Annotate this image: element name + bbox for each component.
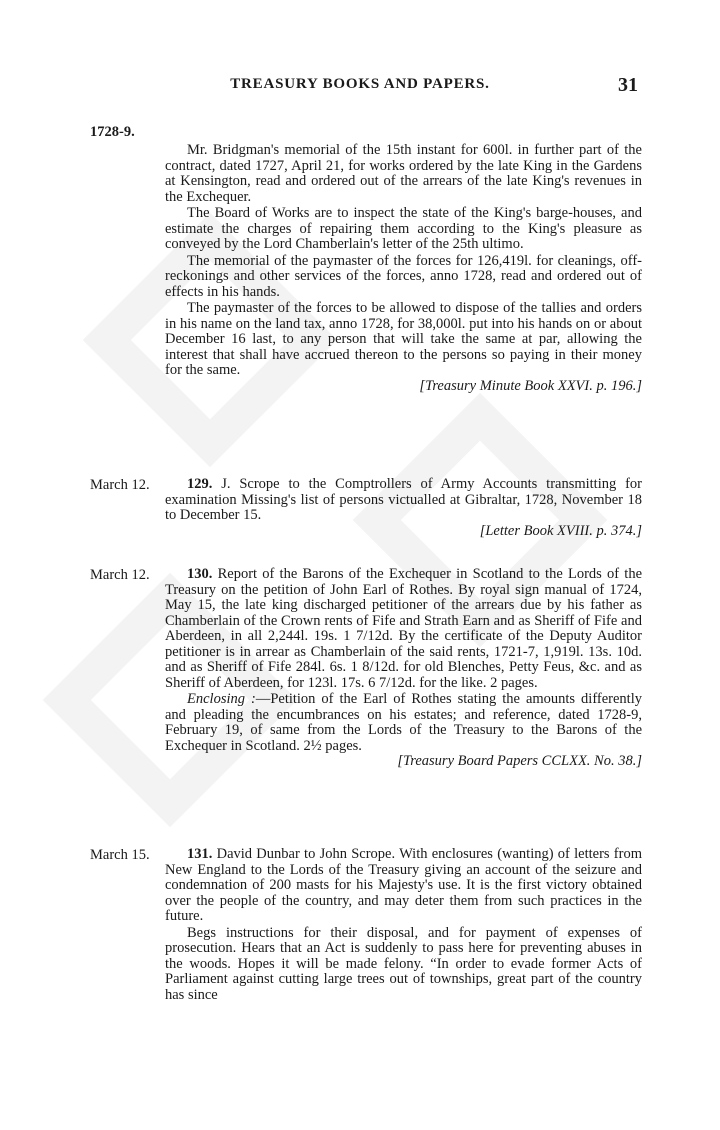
paragraph: The Board of Works are to inspect the state of the King's barge-houses, and estimate the charges of repairing them according to the King's pleasure as conveyed by the Lord Chamberlain's letter of the 25th ultimo. <box>165 205 642 252</box>
paragraph: Mr. Bridgman's memorial of the 15th instant for 600l. in further part of the contract, dated 1727, April 21, for works ordered by the late King in the Gardens at Kensington, read and ordered out of the arrears of the late King's revenues in the Exchequer. <box>165 142 642 205</box>
running-head: TREASURY BOOKS AND PAPERS. <box>230 76 490 92</box>
entry-131 <box>165 847 642 1003</box>
entry-text: J. Scrope to the Comptrollers of Army Accounts transmitting for examination Missing's list of persons victualled at Gibraltar, 1728, November 18 to December 15. <box>165 476 643 523</box>
paragraph: The paymaster of the forces to be allowed to dispose of the tallies and orders in his name on the land tax, anno 1728, for 38,000l. put into his hands on or about December 16 last, to any person that will take the same at par, allowing the interest that shall have accrued thereon to the persons so paying in their money for the same. <box>165 300 642 378</box>
paragraph: The memorial of the paymaster of the forces for 126,419l. for cleanings, off-reckonings and other services of the forces, anno 1728, read and ordered out of effects in his hands. <box>165 252 642 300</box>
entry-number: 129. <box>187 476 213 492</box>
minute-entry <box>165 143 642 394</box>
enclosing-label: Enclosing : <box>187 691 256 707</box>
entry-text: David Dunbar to John Scrope. With enclosures (wanting) of letters from New England to the Lords of the Treasury giving an account of the seizure and condemnation of 200 masts for his Majesty's use. It is the first victory obtained over the people of the country, and may deter them from such practices in the future. <box>165 846 642 924</box>
entry-130 <box>165 567 642 770</box>
entry-text: Report of the Barons of the Exchequer in Scotland to the Lords of the Treasury on the petition of John Earl of Rothes. By royal sign manual of 1724, May 15, the late king discharged petitioner of the arrears due by his father as Chamberlain of the Crown rents of Fife and Strath Earn and as Sheriff of Fife and Aberdeen, in all 2,244l. 19s. 1 7/12d. By the certificate of the Deputy Auditor petitioner is in arrear as Chamberlain of the said rents, 1721-7, 1,919l. 13s. 10d. and as Sheriff of Fife 284l. 6s. 1 8/12d. for old Blenches, Petty Feus, &c. and as Sheriff of Aberdeen, for 123l. 17s. 6 7/12d. for the like. 2 pages. <box>165 566 643 691</box>
entry-date: March 12. <box>90 477 150 493</box>
paragraph: Begs instructions for their disposal, and for payment of expenses of prosecution. Hears that an Act is suddenly to pass here for preventing abuses in the woods. Hopes it will be made felony. “In order to evade former Acts of Parliament against cutting large trees out of townships, great part of the country has since <box>165 924 642 1003</box>
source-reference: [Treasury Minute Book XXVI. p. 196.] <box>419 377 642 394</box>
entry-date: March 15. <box>90 847 150 863</box>
source-reference: [Letter Book XVIII. p. 374.] <box>479 522 642 539</box>
enclosing-text: —Petition of the Earl of Rothes stating the amounts differently and pleading the encumbrances on his estates; and reference, dated 1728-9, February 19, of same from the Lords of the Treasury to the Barons of the Exchequer in Scotland. 2½ pages. <box>165 691 642 754</box>
year-heading: 1728-9. <box>90 124 135 140</box>
entry-date: March 12. <box>90 567 150 583</box>
entry-number: 130. <box>187 566 213 582</box>
entry-129 <box>165 477 642 539</box>
page-number: 31 <box>618 74 638 96</box>
source-reference: [Treasury Board Papers CCLXX. No. 38.] <box>397 753 642 769</box>
entry-number: 131. <box>187 846 213 862</box>
